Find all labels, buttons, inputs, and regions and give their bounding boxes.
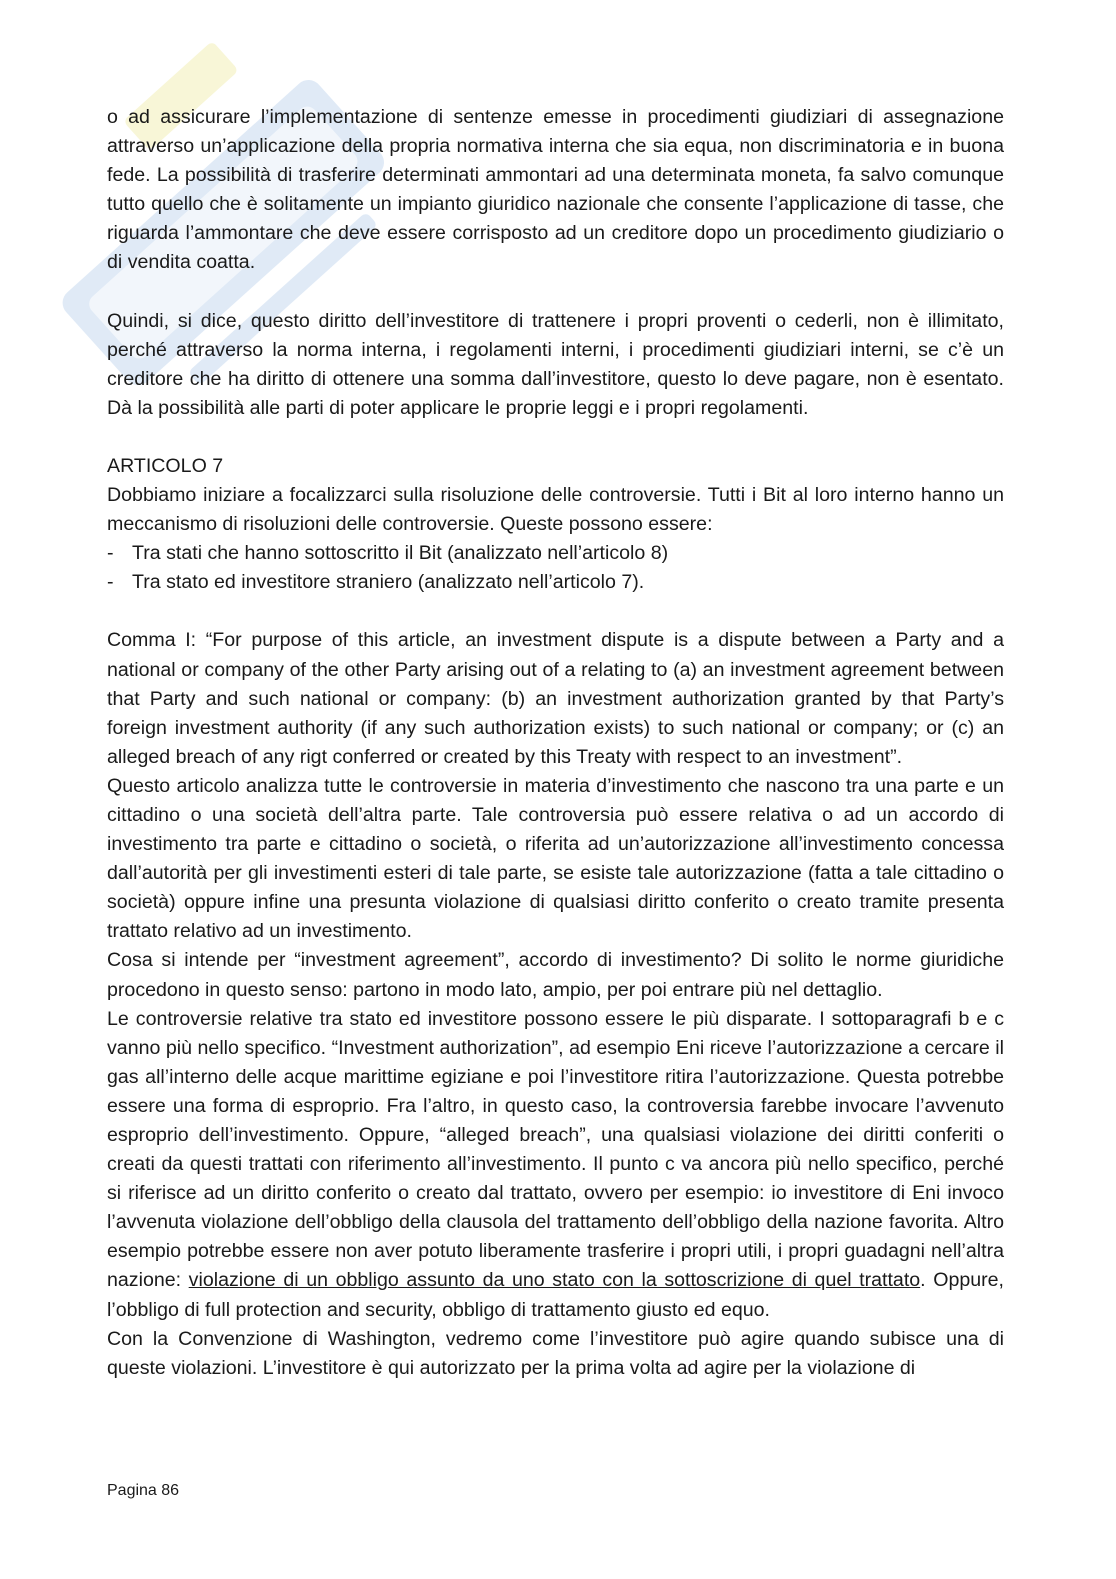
list-item: [107, 568, 1004, 597]
bullet-dash: -: [107, 571, 114, 594]
page-number: Pagina 86: [107, 1482, 180, 1499]
paragraph: Quindi, si dice, questo diritto dell’investitore di trattenere i propri proventi o cederli, non è illimitato, perché attraverso la norma interna, i regolamenti interni, i procedimenti giudiziari interni, se c’è un creditore che ha diritto di ottenere una somma dall’investitore, questo lo deve pagare, non è esentato. Dà la possibilità alle parti di poter applicare le proprie leggi e i propri regolamenti.: [107, 309, 1004, 419]
paragraph: o ad assicurare l’implementazione di sentenze emesse in procedimenti giudiziari di assegnazione attraverso un’applicazione della propria normativa interna che sia equa, non discriminatoria e in buona fede. La possibilità di trasferire determinati ammontari ad una determinata moneta, fa salvo comunque tutto quello che è solitamente un impianto giuridico nazionale che consente l’applicazione di tasse, che riguarda l’ammontare che deve essere corrisposto ad un creditore dopo un procedimento giudiziario o di vendita coatta.: [107, 106, 1004, 274]
list-item-text: Tra stato ed investitore straniero (analizzato nell’articolo 7).: [132, 571, 645, 594]
text-run: Le controversie relative tra stato ed investitore possono essere le più disparate. I sottoparagrafi b e c vanno più nello specifico. “Investment authorization”, ad esempio Eni riceve l’autorizzazione a cercare il gas all’interno delle acque marittime egiziane e poi l’investitore ritira l’autorizzazione. Questa potrebbe essere una forma di esproprio. Fra l’altro, in questo caso, la controversia farebbe invocare l’avvenuto esproprio dell’investimento. Oppure, “alleged breach”, una qualsiasi violazione dei diritti conferiti o creati da questi trattati con riferimento all’investimento. Il punto c va ancora più nello specifico, perché si riferisce ad un diritto conferito o creato dal trattato, ovvero per esempio: io investitore di Eni invoco l’avvenuta violazione dell’obbligo della clausola del trattamento dell’obbligo della nazione favorita. Altro esempio potrebbe essere non aver potuto liberamente trasferire i propri utili, i propri guadagni nell’altra nazione:: [107, 1007, 1004, 1292]
paragraph: Cosa si intende per “investment agreement”, accordo di investimento? Di solito le norme giuridiche procedono in questo senso: partono in modo lato, ampio, per poi entrare più nel dettaglio.: [107, 949, 1004, 1001]
list-item-text: Tra stati che hanno sottoscritto il Bit (analizzato nell’articolo 8): [132, 542, 669, 565]
paragraph: Questo articolo analizza tutte le controversie in materia d’investimento che nascono tra una parte e un cittadino o una società dell’altra parte. Tale controversia può essere relativa o ad un accordo di investimento tra parte e cittadino o società, o riferita ad un’autorizzazione all’investimento concessa dall’autorità per gli investimenti esteri di tale parte, se esiste tale autorizzazione (fatta a tale cittadino o società) oppure infine una presunta violazione di qualsiasi diritto conferito o creato tramite presenta trattato relativo ad un investimento.: [107, 774, 1004, 943]
list-item: [107, 539, 1004, 568]
bullet-dash: -: [107, 542, 114, 565]
paragraph: Con la Convenzione di Washington, vedremo come l’investitore può agire quando subisce una di queste violazioni. L’investitore è qui autorizzato per la prima volta ad agire per la violazione di: [107, 1327, 1004, 1379]
text-run: . Oppure, l’obbligo di full protection and security, obbligo di trattamento giusto ed equo.: [107, 1269, 1004, 1321]
underlined-text: violazione di un obbligo assunto da uno stato con la sottoscrizione di quel trattato: [188, 1269, 921, 1292]
page-body: [107, 103, 1004, 1383]
section-heading: ARTICOLO 7: [107, 454, 224, 477]
paragraph: Dobbiamo iniziare a focalizzarci sulla risoluzione delle controversie. Tutti i Bit al loro interno hanno un meccanismo di risoluzioni delle controversie. Queste possono essere:: [107, 484, 1004, 536]
quoted-paragraph: Comma I: “For purpose of this article, an investment dispute is a dispute between a Party and a national or company of the other Party arising out of a relating to (a) an investment agreement between that Party and such national or company: (b) an investment authorization granted by that Party’s foreign investment authority (if any such authorization exists) to such national or company; or (c) an alleged breach of any rigt conferred or created by this Treaty with respect to an investment”.: [107, 629, 1004, 768]
paragraph: [107, 1005, 1004, 1325]
